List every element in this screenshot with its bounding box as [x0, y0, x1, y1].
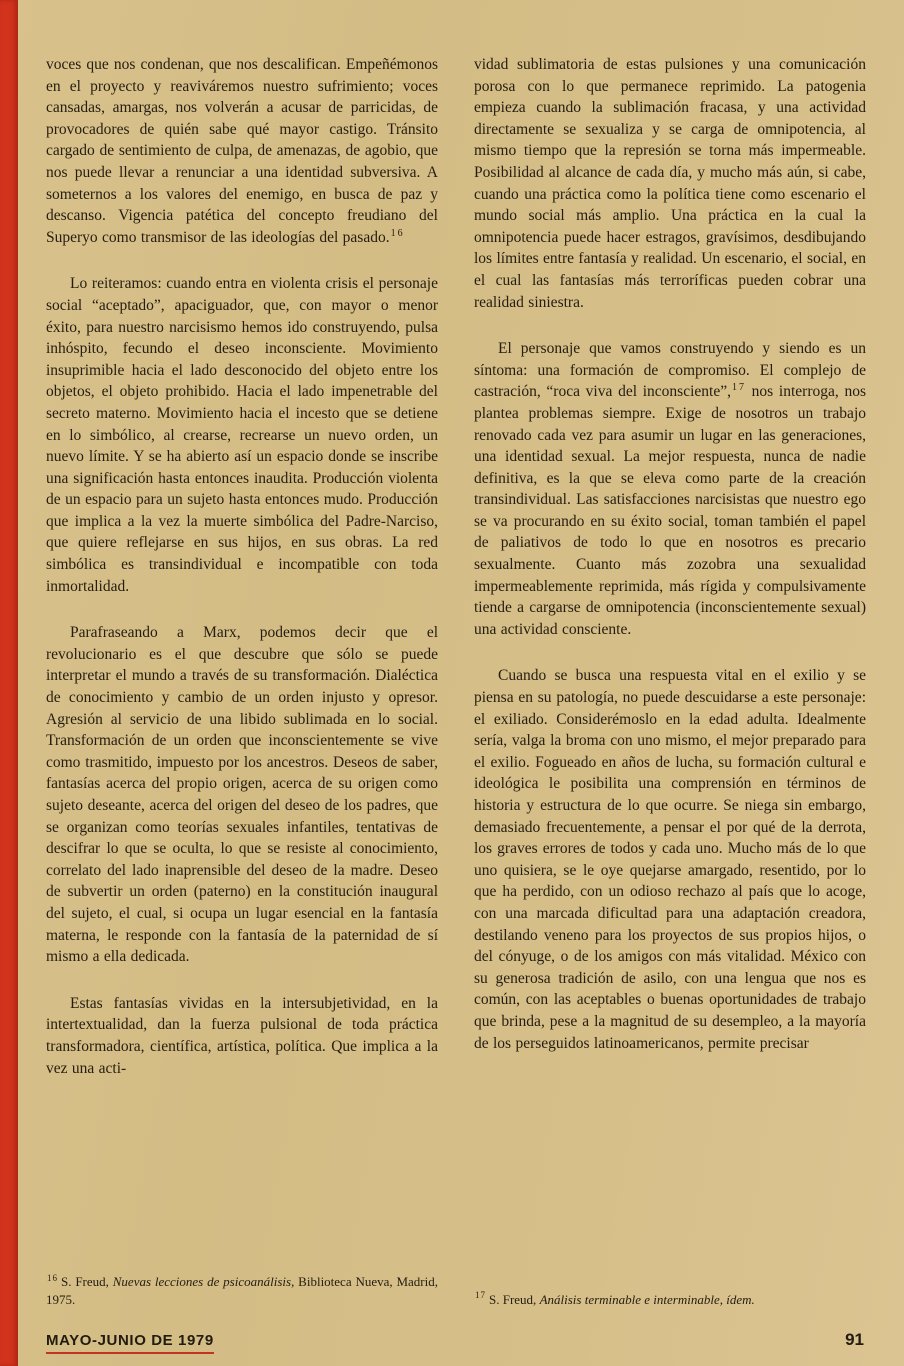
paragraph-text: Lo reiteramos: cuando entra en violenta crisis el personaje social “aceptado”, apaciguador, que, con mayor o menor éxito, para nuestro narcisismo hemos ido construyendo, pulsa inhóspito, fecundo el deseo inconsciente. Movimiento insuprimible hacia el lado desconocido del objeto entre los objetos, el objeto prohibido. Hacia el lado impenetrable del secreto materno. Movimiento hacia el incesto que se detiene en lo simbólico, al crearse, recrearse un nuevo orden, un nuevo límite. Y se ha abierto así un espacio donde se inscribe una significación hasta entonces inaudita. Producción violenta de un espacio para un sujeto hasta entonces mudo. Producción que implica a la vez la muerte simbólica del Padre-Narciso, que quiere reflejarse en sus hijos, en sus obras. La red simbólica es transindividual e incompatible con toda inmortalidad.	[46, 275, 438, 595]
right-column	[474, 54, 866, 1308]
footnote-17	[474, 1283, 866, 1309]
footnote-author: S. Freud,	[489, 1291, 540, 1307]
paragraph	[46, 993, 438, 1079]
paragraph-text: vidad sublimatoria de estas pulsiones y una comunicación porosa con lo que permanece reprimido. La patogenia empieza cuando la sublimación fracasa, y una actividad directamente se sexualiza y se carga de omnipotencia, al mismo tiempo que la represión se torna más impermeable. Posibilidad al alcance de cada día, y mucho más aún, si cabe, cuando una práctica como la política tiene como escenario el mundo social más amplio. Una práctica en la cual la omnipotencia puede hacer estragos, gravísimos, desdibujando los límites entre fantasía y realidad. Un escenario, el social, en el cual las fantasías más terroríficas pueden cobrar una realidad siniestra.	[474, 56, 866, 311]
paragraph	[46, 622, 438, 968]
paragraph-text: nos interroga, nos plantea problemas siempre. Exige de nosotros un trabajo renovado cada vez para asumir un lugar en las generaciones, una identidad sexual. La mejor respuesta, nunca de nadie definitiva, es la que se eleva como parte de la creación transindividual. Las satisfacciones narcisistas que nuestro ego se va procurando en su éxito social, toman también el papel de paliativos de todo lo que en nosotros es precario sexualmente. Cuanto más zozobra una sexualidad impermeablemente reprimida, más rígida y compulsivamente tiende a cargarse de omnipotencia (inconscientemente sexual) una actividad consciente.	[474, 383, 866, 638]
paragraph	[474, 665, 866, 1054]
paragraph-text: El personaje que vamos construyendo y siendo es un síntoma: una formación de compromiso. El complejo de castración, “roca viva del inconsciente”,	[474, 340, 866, 401]
paragraph-text: Estas fantasías vividas en la intersubjetividad, en la intertextualidad, dan la fuerza pulsional de toda práctica transformadora, científica, artística, política. Que implica a la vez una acti-	[46, 994, 438, 1077]
footnote-title: Análisis terminable e interminable, ídem.	[539, 1291, 755, 1307]
page-number: 91	[845, 1330, 864, 1349]
left-column-body	[46, 54, 438, 1104]
paragraph	[46, 54, 438, 248]
paragraph	[46, 273, 438, 597]
footnote-ref: 16	[390, 227, 405, 239]
left-column	[46, 54, 438, 1308]
footnote-16	[46, 1265, 438, 1308]
footnote-number: 17	[475, 1290, 486, 1301]
page-footer	[46, 1330, 864, 1354]
footnote-publisher: Biblioteca Nueva, Madrid, 1975.	[46, 1274, 438, 1307]
paragraph-text: voces que nos condenan, que nos descalifican. Empeñémonos en el proyecto y reaviváremos nuestro sufrimiento; voces cansadas, amargas, nos volverán a acusar de parricidas, de provocadores de quién sabe qué mayor castigo. Tránsito cargado de sentimiento de culpa, de amenazas, de agobio, que nos puede llevar a renunciar a una identidad subversiva. A someternos a los valores del enemigo, en busca de paz y descanso. Vigencia patética del concepto freudiano del Superyo como transmisor de las ideologías del pasado.	[46, 56, 438, 246]
footnote-author: S. Freud,	[61, 1274, 113, 1289]
footnote-ref: 17	[731, 382, 746, 394]
paragraph-text: Parafraseando a Marx, podemos decir que el revolucionario es el que descubre que sólo se puede interpretar el mundo a través de su transformación. Dialéctica de conocimiento y cambio de un orden injusto y opresor. Agresión al servicio de una libido sublimada en lo social. Transformación de un orden que inconscientemente se vive como trasmitido, impuesto por los ancestros. Deseos de saber, fantasías acerca del propio origen, acerca de su origen como sujeto deseante, acerca del origen del deseo de los padres, que se organizan como teorías sexuales infantiles, tentativas de descifrar lo que se oculta, lo que se resiste al conocimiento, correlato del lado inaprensible del deseo de la madre. Deseo de subvertir un orden (paterno) en la constitución inaugural del sujeto, el cual, si ocupa un lugar esencial en la fantasía materna, le responde con la fantasía de la paternidad de sí mismo a ella dedicada.	[46, 624, 438, 966]
footnote-title: Nuevas lecciones de psicoanálisis,	[112, 1274, 295, 1289]
footnote-number: 16	[47, 1272, 58, 1283]
left-margin-stripe	[0, 0, 18, 1366]
right-column-body	[474, 54, 866, 1079]
paragraph-text: Cuando se busca una respuesta vital en el exilio y se piensa en su patología, no puede descuidarse a este personaje: el exiliado. Considerémoslo en la edad adulta. Idealmente sería, valga la broma con uno mismo, el mejor preparado para el exilio. Fogueado en años de lucha, su formación cultural e ideológica le posibilita una comprensión en términos de historia y estructura de lo que ocurre. Se niega sin embargo, demasiado frecuentemente, a pensar el por qué de la derrota, los graves errores de todos y cada uno. Mucho más de lo que uno quisiera, se le oye quejarse amargado, resentido, por lo que ha perdido, con un odioso rechazo al país que lo acoge, con una marcada dificultad para una adaptación creadora, destilando veneno para los proyectos de sus propios hijos, o del cónyuge, o de los amigos con más vitalidad. México con su generosa tradición de asilo, con una lengua que nos es común, con las aceptables o buenas oportunidades de trabajo que brinda, pese a la magnitud de su desempleo, a la mayoría de los perseguidos latinoamericanos, permite precisar	[474, 667, 866, 1052]
page-content	[46, 54, 866, 1308]
journal-date: MAYO-JUNIO DE 1979	[46, 1332, 214, 1354]
paragraph	[474, 338, 866, 640]
paragraph	[474, 54, 866, 313]
